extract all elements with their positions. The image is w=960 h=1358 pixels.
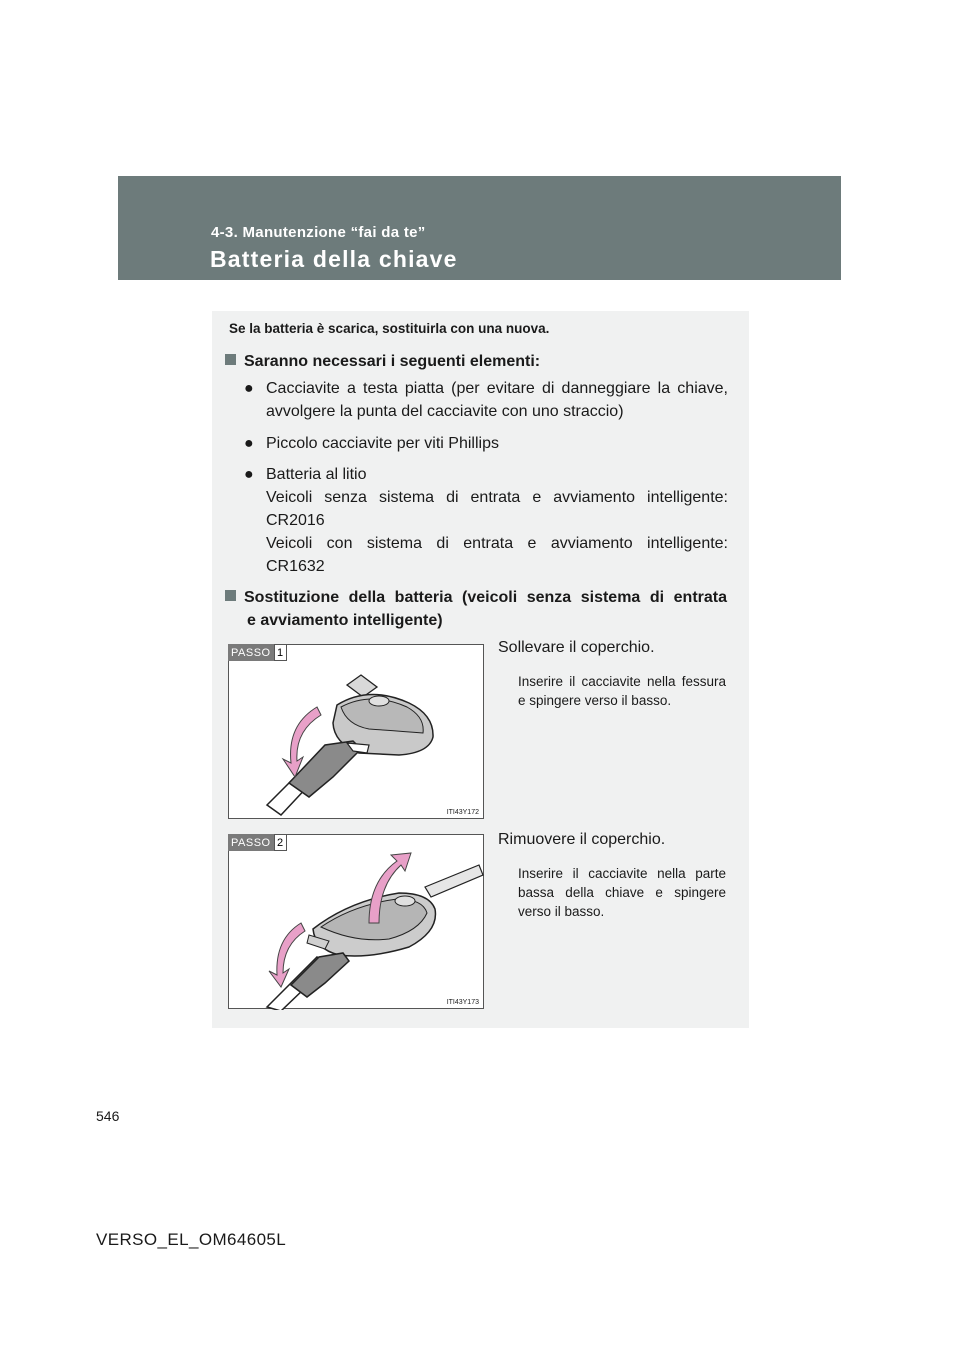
filled-circle-bullet-icon: ● — [244, 466, 254, 483]
list-item — [244, 377, 728, 423]
step-1-figure — [228, 644, 484, 819]
header-band — [118, 176, 841, 280]
content-box — [212, 311, 749, 1028]
replace-heading — [225, 586, 727, 632]
list-item-line: Cacciavite a testa piatta (per evitare di danneggiare la chiave, — [266, 380, 728, 397]
step-1-description: Inserire il cacciavite nella fessura e spingere verso il basso. — [518, 674, 726, 708]
figure-code: ITI43Y172 — [446, 809, 479, 816]
list-item — [244, 432, 728, 455]
list-item-line: Batteria al litio — [266, 466, 367, 483]
step-2-title: Rimuovere il coperchio. — [498, 831, 666, 848]
square-bullet-icon — [225, 590, 236, 601]
list-item-line: Veicoli senza sistema di entrata e avviamento intelligente: — [266, 489, 728, 506]
step-badge-word: PASSO — [228, 834, 274, 851]
list-item-line: avvolgere la punta del cacciavite con uno straccio) — [266, 403, 624, 420]
list-item-line: CR2016 — [266, 512, 325, 529]
replace-heading-text-cont: e avviamento intelligente) — [247, 612, 443, 629]
key-cover-lift-illustration — [229, 645, 485, 820]
step-badge-word: PASSO — [228, 644, 274, 661]
step-badge — [228, 834, 287, 851]
filled-circle-bullet-icon: ● — [244, 380, 254, 397]
list-item-line: CR1632 — [266, 558, 325, 575]
footer-doc-code: VERSO_EL_OM64605L — [96, 1230, 287, 1249]
step-badge-number: 1 — [274, 644, 287, 661]
step-1-title: Sollevare il coperchio. — [498, 639, 655, 656]
square-bullet-icon — [225, 354, 236, 365]
page-number: 546 — [96, 1108, 120, 1124]
replace-heading-text: Sostituzione della batteria (veicoli senza sistema di entrata — [244, 589, 727, 606]
step-badge-number: 2 — [274, 834, 287, 851]
intro-text: Se la batteria è scarica, sostituirla con una nuova. — [229, 321, 550, 336]
section-label: 4-3. Manutenzione “fai da te” — [211, 224, 426, 241]
needed-heading-text: Saranno necessari i seguenti elementi: — [244, 353, 541, 370]
list-item-line: Piccolo cacciavite per viti Phillips — [266, 435, 499, 452]
page-title: Batteria della chiave — [210, 246, 458, 272]
step-badge — [228, 644, 287, 661]
list-item-line: Veicoli con sistema di entrata e avviamento intelligente: — [266, 535, 728, 552]
key-cover-remove-illustration — [229, 835, 485, 1010]
step-2-description: Inserire il cacciavite nella parte bassa della chiave e spingere verso il basso. — [518, 866, 726, 919]
list-item — [244, 463, 728, 578]
figure-code: ITI43Y173 — [446, 999, 479, 1006]
needed-heading — [225, 350, 540, 373]
filled-circle-bullet-icon: ● — [244, 435, 254, 452]
step-2-figure — [228, 834, 484, 1009]
